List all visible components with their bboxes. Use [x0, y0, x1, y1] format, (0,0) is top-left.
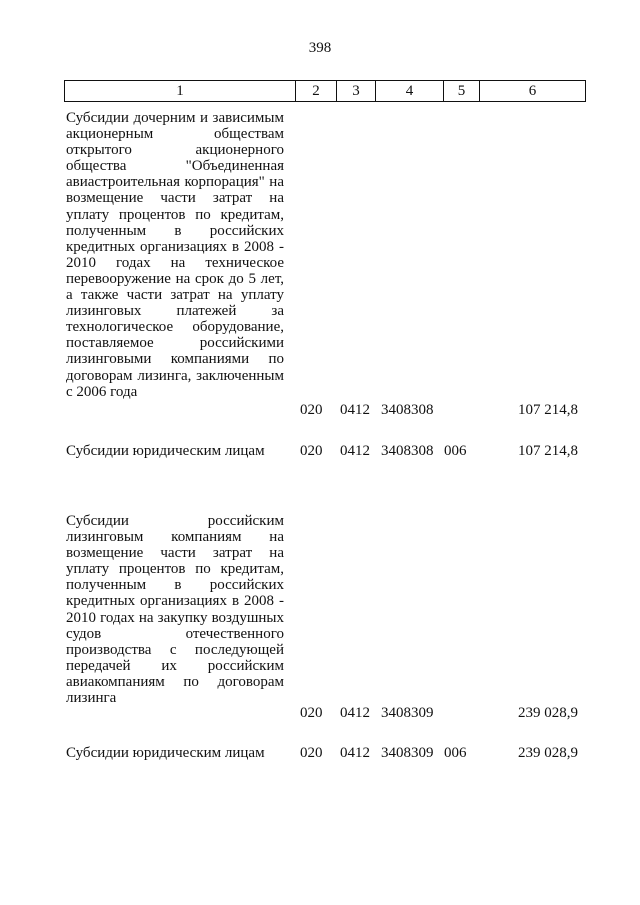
row-3-section-code: 0412 — [340, 705, 370, 721]
row-2-section-code: 0412 — [340, 443, 370, 459]
row-2-target-code: 3408308 — [381, 443, 434, 459]
row-1-section-code: 0412 — [340, 402, 370, 418]
column-header-row — [65, 81, 586, 102]
row-1-description: Субсидии дочерним и зависимым акционерным обществам открытого акционерного общества "Объединенная авиастроительная корпорация" на возмещение части затрат на уплату процентов по кредитам, полученным в российских кредитных организациях в 2008 - 2010 годах на техническое перевооружение на срок до 5 лет, а также части затрат на уплату лизинговых платежей за технологическое оборудование, поставляемое российскими лизинговыми компаниями по договорам лизинга, заключенным с 2006 года — [66, 110, 284, 400]
row-2-amount: 107 214,8 — [518, 443, 578, 459]
column-header-4: 4 — [376, 81, 444, 102]
row-4-expense-type: 006 — [444, 745, 467, 761]
row-2-description: Субсидии юридическим лицам — [66, 443, 265, 459]
row-2-expense-type: 006 — [444, 443, 467, 459]
row-4-description: Субсидии юридическим лицам — [66, 745, 265, 761]
row-3-description: Субсидии российским лизинговым компаниям на возмещение части затрат на уплату процентов по кредитам, полученным в российских кредитных организациях в 2008 - 2010 годах на закупку воздушных судов отечественного производства с последующей передачей их российским авиакомпаниям по договорам лизинга — [66, 513, 284, 707]
row-3-amount: 239 028,9 — [518, 705, 578, 721]
page-number: 398 — [308, 40, 332, 56]
column-header-3: 3 — [337, 81, 376, 102]
row-3-ministry-code: 020 — [300, 705, 323, 721]
row-4-section-code: 0412 — [340, 745, 370, 761]
column-header-1: 1 — [65, 81, 296, 102]
column-header-table — [64, 80, 586, 102]
row-1-ministry-code: 020 — [300, 402, 323, 418]
column-header-5: 5 — [444, 81, 480, 102]
row-3-target-code: 3408309 — [381, 705, 434, 721]
row-2-ministry-code: 020 — [300, 443, 323, 459]
row-1-target-code: 3408308 — [381, 402, 434, 418]
row-4-amount: 239 028,9 — [518, 745, 578, 761]
column-header-2: 2 — [296, 81, 337, 102]
row-1-amount: 107 214,8 — [518, 402, 578, 418]
row-4-target-code: 3408309 — [381, 745, 434, 761]
column-header-6: 6 — [480, 81, 586, 102]
row-4-ministry-code: 020 — [300, 745, 323, 761]
